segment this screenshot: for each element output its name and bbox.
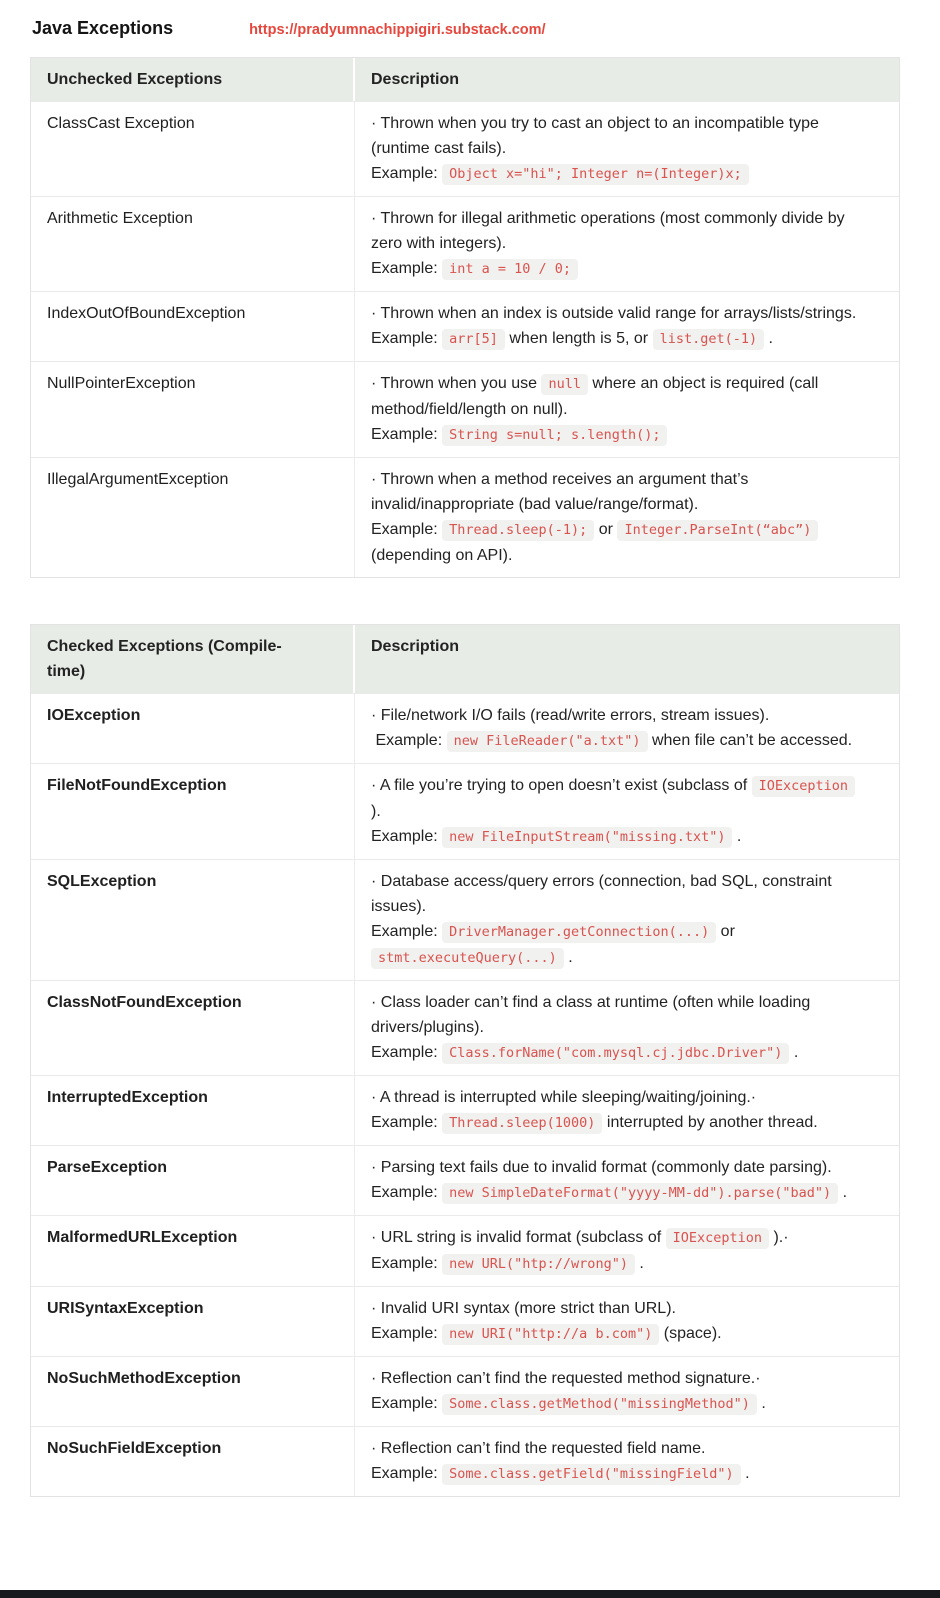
column-header-exception: Checked Exceptions (Compile-time) [31,625,355,693]
inline-code: IOException [666,1228,769,1249]
exception-name-cell: ParseException [31,1146,355,1215]
description-cell: · Thrown when an index is outside valid range for arrays/lists/strings. Example: arr[5] when length is 5, or list.get(-1) . [355,292,899,361]
table-row [31,1286,899,1356]
substack-link[interactable]: https://pradyumnachippigiri.substack.com/ [249,22,546,38]
table-row [31,1356,899,1426]
table-row [31,291,899,361]
description-cell: · File/network I/O fails (read/write errors, stream issues). Example: new FileReader("a.txt") when file can’t be accessed. [355,694,899,763]
inline-code: Integer.ParseInt(“abc”) [617,520,818,541]
exception-name-cell: NoSuchMethodException [31,1357,355,1426]
exception-name-cell: IllegalArgumentException [31,458,355,577]
page-title: Java Exceptions [32,18,174,38]
description-cell: · Reflection can’t find the requested method signature.· Example: Some.class.getMethod("missingMethod") . [355,1357,899,1426]
column-header-description: Description [371,71,460,88]
description-cell: · Thrown when you try to cast an object to an incompatible type (runtime cast fails). Example: Object x="hi"; Integer n=(Integer)x; [355,102,899,196]
description-cell: · Invalid URI syntax (more strict than URL). Example: new URI("http://a b.com") (space). [355,1287,899,1356]
description-cell: · Reflection can’t find the requested field name. Example: Some.class.getField("missingField") . [355,1427,899,1496]
inline-code: String s=null; s.length(); [442,425,667,446]
exception-name-cell: IOException [31,694,355,763]
inline-code: new SimpleDateFormat("yyyy-MM-dd").parse("bad") [442,1183,838,1204]
table-header-row [31,58,899,101]
exception-name-cell: SQLException [31,860,355,980]
inline-code: new URL("htp://wrong") [442,1254,635,1275]
exception-name-cell: MalformedURLException [31,1216,355,1286]
table-row [31,196,899,291]
description-cell: · URL string is invalid format (subclass of IOException ).· Example: new URL("htp://wrong") . [355,1216,899,1286]
table-row [31,693,899,763]
exception-name-cell: FileNotFoundException [31,764,355,859]
inline-code: new FileReader("a.txt") [447,731,648,752]
table-row [31,980,899,1075]
table-row [31,1215,899,1286]
table-row [31,763,899,859]
description-cell: · Class loader can’t find a class at runtime (often while loading drivers/plugins). Example: Class.forName("com.mysql.cj.jdbc.Driver") . [355,981,899,1075]
description-cell: · Parsing text fails due to invalid format (commonly date parsing). Example: new SimpleDateFormat("yyyy-MM-dd").parse("bad") . [355,1146,899,1215]
description-cell: · Database access/query errors (connection, bad SQL, constraint issues). Example: DriverManager.getConnection(...) or stmt.executeQuery(...) . [355,860,899,980]
description-cell: · Thrown when you use null where an object is required (call method/field/length on null). Example: String s=null; s.length(); [355,362,899,457]
exception-name-cell: ClassNotFoundException [31,981,355,1075]
description-cell: · A thread is interrupted while sleeping/waiting/joining.· Example: Thread.sleep(1000) interrupted by another thread. [355,1076,899,1145]
inline-code: Some.class.getField("missingField") [442,1464,740,1485]
inline-code: Thread.sleep(1000) [442,1113,602,1134]
table-body [31,693,899,1496]
inline-code: new URI("http://a b.com") [442,1324,659,1345]
table-row [31,1145,899,1215]
exception-name-cell: InterruptedException [31,1076,355,1145]
exception-name-cell: IndexOutOfBoundException [31,292,355,361]
table-header-row [31,625,899,693]
inline-code: new FileInputStream("missing.txt") [442,827,732,848]
exception-name-cell: NullPointerException [31,362,355,457]
exception-name-cell: Arithmetic Exception [31,197,355,291]
inline-code: arr[5] [442,329,505,350]
inline-code: list.get(-1) [653,329,765,350]
column-header-description: Description [371,638,460,655]
inline-code: int a = 10 / 0; [442,259,578,280]
inline-code: IOException [752,776,855,797]
inline-code: DriverManager.getConnection(...) [442,922,716,943]
checked-exceptions-table [30,624,900,1497]
unchecked-exceptions-table [30,57,900,578]
exception-name-cell: URISyntaxException [31,1287,355,1356]
title-row [32,18,900,39]
table-row [31,361,899,457]
table-row [31,859,899,980]
description-cell: · A file you’re trying to open doesn’t exist (subclass of IOException ). Example: new FileInputStream("missing.txt") . [355,764,899,859]
inline-code: null [541,374,588,395]
table-body [31,101,899,577]
description-cell: · Thrown when a method receives an argument that’s invalid/inappropriate (bad value/range/format). Example: Thread.sleep(-1); or Integer.ParseInt(“abc”) (depending on API). [355,458,899,577]
column-header-exception: Unchecked Exceptions [31,58,355,101]
inline-code: Class.forName("com.mysql.cj.jdbc.Driver") [442,1043,789,1064]
inline-code: Some.class.getMethod("missingMethod") [442,1394,757,1415]
table-row [31,457,899,577]
inline-code: Thread.sleep(-1); [442,520,594,541]
inline-code: stmt.executeQuery(...) [371,948,564,969]
table-row [31,1075,899,1145]
window-bottom-edge [0,1590,940,1598]
exception-name-cell: ClassCast Exception [31,102,355,196]
inline-code: Object x="hi"; Integer n=(Integer)x; [442,164,749,185]
description-cell: · Thrown for illegal arithmetic operations (most commonly divide by zero with integers). Example: int a = 10 / 0; [355,197,899,291]
exception-name-cell: NoSuchFieldException [31,1427,355,1496]
table-row [31,101,899,196]
table-row [31,1426,899,1496]
